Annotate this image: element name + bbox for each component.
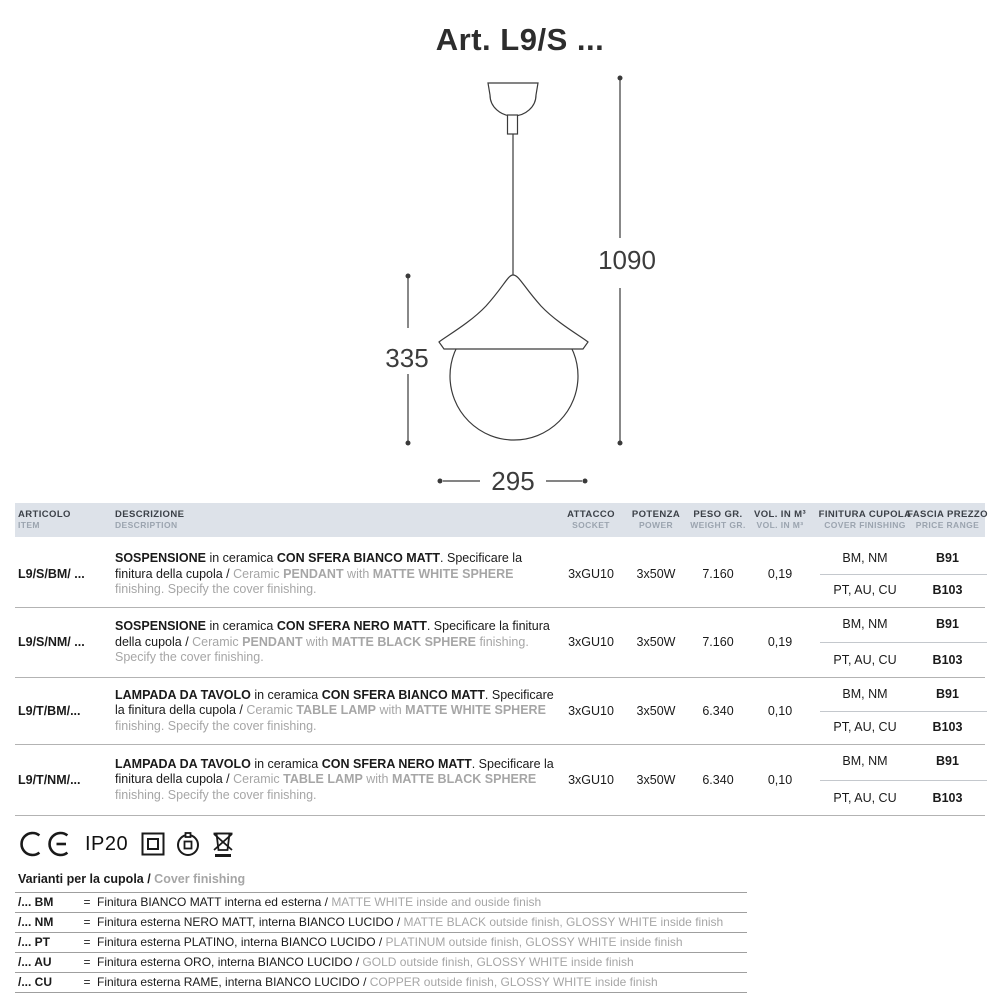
article-description: SOSPENSIONE in ceramica CON SFERA BIANCO MATT. Specificare la finitura della cupola / Ceramic PENDANT with MATTE WHITE SPHERE finishing. Specify the cover finishing. bbox=[115, 550, 523, 596]
article-code: L9/T/BM/... bbox=[18, 703, 81, 718]
option-divider bbox=[912, 780, 987, 781]
ce-mark-icon bbox=[18, 830, 76, 858]
weee-crossed-bin-icon bbox=[210, 829, 236, 859]
certification-icons-row bbox=[18, 828, 236, 860]
finish-option: BM, NM bbox=[842, 617, 888, 631]
weight-value: 6.340 bbox=[702, 703, 734, 718]
variant-description: Finitura esterna RAME, interna BIANCO LUCIDO / COPPER outside finish, GLOSSY WHITE inside finish bbox=[97, 975, 658, 989]
socket-value: 3xGU10 bbox=[568, 772, 614, 787]
variant-description: Finitura esterna PLATINO, interna BIANCO LUCIDO / PLATINUM outside finish, GLOSSY WHITE inside finish bbox=[97, 935, 683, 949]
equals-sign: = bbox=[83, 915, 91, 929]
socket-value: 3xGU10 bbox=[568, 567, 614, 581]
power-value: 3x50W bbox=[636, 772, 676, 787]
column-header-article: ARTICOLO ITEM bbox=[18, 509, 71, 530]
variant-row bbox=[15, 913, 747, 933]
variant-row bbox=[15, 893, 747, 913]
dimension-label-diameter: 295 bbox=[483, 466, 543, 497]
price-option: B91 bbox=[936, 617, 959, 631]
table-row bbox=[15, 607, 985, 678]
ceiling-canopy bbox=[488, 83, 538, 116]
column-header-price-range: FASCIA PREZZO PRICE RANGE bbox=[907, 509, 988, 530]
table-header bbox=[15, 503, 988, 537]
finish-option: PT, AU, CU bbox=[833, 583, 897, 597]
price-option: B103 bbox=[932, 653, 963, 667]
thermal-protection-icon bbox=[175, 831, 201, 857]
variant-row bbox=[15, 933, 747, 953]
weight-value: 7.160 bbox=[702, 567, 734, 581]
variant-code: /... AU bbox=[18, 955, 52, 969]
price-option: B103 bbox=[932, 720, 963, 734]
option-divider bbox=[820, 642, 918, 643]
dimension-label-total-height: 1090 bbox=[592, 245, 662, 276]
article-code: L9/S/BM/ ... bbox=[18, 567, 85, 581]
finish-option: PT, AU, CU bbox=[833, 720, 897, 734]
variant-row bbox=[15, 973, 747, 993]
option-divider bbox=[820, 711, 918, 712]
pendant-lamp-technical-drawing bbox=[380, 70, 700, 500]
column-header-power: POTENZA POWER bbox=[631, 509, 681, 530]
article-code: L9/S/NM/ ... bbox=[18, 635, 85, 649]
column-header-description: DESCRIZIONE DESCRIPTION bbox=[115, 509, 185, 530]
page-title: Art. L9/S ... bbox=[435, 22, 605, 57]
price-option: B91 bbox=[936, 754, 959, 768]
ip-rating-label: IP20 bbox=[85, 832, 129, 855]
equals-sign: = bbox=[83, 955, 91, 969]
equals-sign: = bbox=[83, 895, 91, 909]
variant-description: Finitura esterna ORO, interna BIANCO LUCIDO / GOLD outside finish, GLOSSY WHITE inside finish bbox=[97, 955, 634, 969]
option-divider bbox=[820, 574, 918, 575]
variant-code: /... CU bbox=[18, 975, 53, 989]
variant-code: /... BM bbox=[18, 895, 54, 909]
price-option: B91 bbox=[936, 551, 959, 565]
finish-option: BM, NM bbox=[842, 754, 888, 768]
option-divider bbox=[912, 642, 987, 643]
equals-sign: = bbox=[83, 975, 91, 989]
price-option: B103 bbox=[932, 583, 963, 597]
price-option: B91 bbox=[936, 687, 959, 701]
cord-grip bbox=[508, 115, 518, 134]
finish-option: BM, NM bbox=[842, 551, 888, 565]
volume-value: 0,19 bbox=[767, 567, 793, 581]
table-row bbox=[15, 744, 985, 816]
power-value: 3x50W bbox=[636, 703, 676, 718]
volume-value: 0,10 bbox=[767, 772, 793, 787]
column-header-volume: VOL. IN M³ VOL. IN M³ bbox=[753, 509, 807, 530]
article-description: LAMPADA DA TAVOLO in ceramica CON SFERA NERO MATT. Specificare la finitura della cupola / Ceramic TABLE LAMP with MATTE BLACK SPHERE finishing. Specify the cover finishing. bbox=[115, 756, 554, 802]
cover-finishing-variants bbox=[15, 870, 747, 993]
finish-option: PT, AU, CU bbox=[833, 791, 897, 805]
column-header-weight: PESO GR. WEIGHT GR. bbox=[690, 509, 746, 530]
equals-sign: = bbox=[83, 935, 91, 949]
column-header-cover-finishing: FINITURA CUPOLA COVER FINISHING bbox=[818, 509, 912, 530]
volume-value: 0,19 bbox=[767, 635, 793, 649]
variant-code: /... NM bbox=[18, 915, 54, 929]
socket-value: 3xGU10 bbox=[568, 635, 614, 649]
power-value: 3x50W bbox=[636, 567, 676, 581]
weight-value: 6.340 bbox=[702, 772, 734, 787]
column-header-socket: ATTACCO SOCKET bbox=[567, 509, 615, 530]
table-row bbox=[15, 677, 985, 745]
option-divider bbox=[820, 780, 918, 781]
option-divider bbox=[912, 574, 987, 575]
variant-description: Finitura esterna NERO MATT, interna BIANCO LUCIDO / MATTE BLACK outside finish, GLOSSY WHITE inside finish bbox=[97, 915, 724, 929]
article-description: LAMPADA DA TAVOLO in ceramica CON SFERA BIANCO MATT. Specificare la finitura della cupola / Ceramic TABLE LAMP with MATTE WHITE SPHERE finishing. Specify the cover finishing. bbox=[115, 687, 554, 733]
dimension-label-lamp-height: 335 bbox=[378, 343, 436, 374]
article-description: SOSPENSIONE in ceramica CON SFERA NERO MATT. Specificare la finitura della cupola / Ceramic PENDANT with MATTE BLACK SPHERE finishing. Specify the cover finishing. bbox=[115, 618, 550, 664]
variant-row bbox=[15, 953, 747, 973]
article-code: L9/T/NM/... bbox=[18, 772, 81, 787]
class-ii-insulation-icon bbox=[140, 831, 166, 857]
socket-value: 3xGU10 bbox=[568, 703, 614, 718]
ceramic-cupola bbox=[439, 275, 588, 349]
finish-option: PT, AU, CU bbox=[833, 653, 897, 667]
volume-value: 0,10 bbox=[767, 703, 793, 718]
variant-description: Finitura BIANCO MATT interna ed esterna / MATTE WHITE inside and ouside finish bbox=[97, 895, 542, 909]
table-row bbox=[15, 541, 985, 608]
finish-option: BM, NM bbox=[842, 687, 888, 701]
weight-value: 7.160 bbox=[702, 635, 734, 649]
option-divider bbox=[912, 711, 987, 712]
power-value: 3x50W bbox=[636, 635, 676, 649]
variants-heading: Varianti per la cupola / Cover finishing bbox=[15, 870, 747, 893]
variant-code: /... PT bbox=[18, 935, 51, 949]
price-option: B103 bbox=[932, 791, 963, 805]
